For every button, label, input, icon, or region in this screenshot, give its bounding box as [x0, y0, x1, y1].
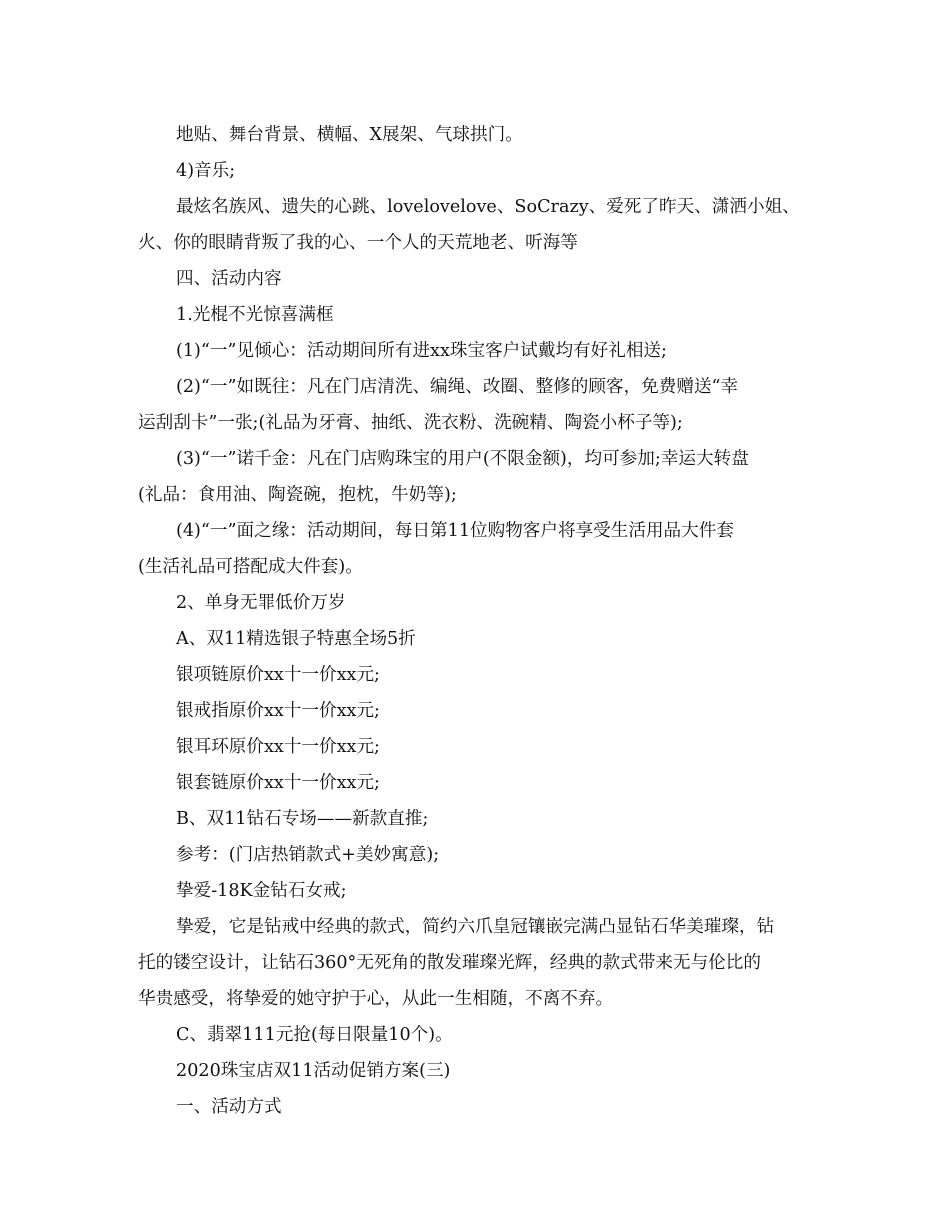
text-line: (礼品：食用油、陶瓷碗，抱枕，牛奶等); [138, 485, 457, 505]
text-line: 银套链原价xx十一价xx元; [176, 773, 380, 793]
section-heading: 四、活动内容 [176, 269, 282, 289]
text-line: 火、你的眼睛背叛了我的心、一个人的天荒地老、听海等 [138, 233, 578, 253]
text-line: 运刮刮卡”一张;(礼品为牙膏、抽纸、洗衣粉、洗碗精、陶瓷小杯子等); [138, 413, 683, 433]
text-line: 华贵感受，将挚爱的她守护于心，从此一生相随，不离不弃。 [138, 989, 614, 1009]
text-line: (3)“一”诺千金：凡在门店购珠宝的用户(不限金额)，均可参加;幸运大转盘 [176, 449, 749, 469]
text-line: (1)“一”见倾心：活动期间所有进xx珠宝客户试戴均有好礼相送; [176, 341, 667, 361]
text-line: 参考：(门店热销款式+美妙寓意); [176, 845, 440, 865]
subsection-heading: 2、单身无罪低价万岁 [176, 593, 346, 613]
text-line: 4)音乐; [176, 161, 236, 181]
text-line: 托的镂空设计，让钻石360°无死角的散发璀璨光辉，经典的款式带来无与伦比的 [138, 953, 761, 973]
text-line: 银戒指原价xx十一价xx元; [176, 701, 380, 721]
document-body [138, 117, 822, 1125]
text-line: 银耳环原价xx十一价xx元; [176, 737, 380, 757]
text-line: B、双11钻石专场——新款直推; [176, 809, 429, 829]
text-line: (4)“一”面之缘：活动期间，每日第11位购物客户将享受生活用品大件套 [176, 521, 734, 541]
text-line: 挚爱，它是钻戒中经典的款式，简约六爪皇冠镶嵌完满凸显钻石华美璀璨，钻 [176, 917, 775, 937]
section-heading: 一、活动方式 [176, 1097, 282, 1117]
text-line: 挚爱-18K金钻石女戒; [176, 881, 347, 901]
text-line: C、翡翠111元抢(每日限量10个)。 [176, 1025, 453, 1045]
subsection-heading: 1.光棍不光惊喜满框 [176, 305, 334, 325]
text-line: A、双11精选银子特惠全场5折 [176, 629, 416, 649]
text-line: 地贴、舞台背景、横幅、X展架、气球拱门。 [176, 125, 523, 145]
text-line: (2)“一”如既往：凡在门店清洗、编绳、改圈、整修的顾客，免费赠送“幸 [176, 377, 739, 397]
text-line: 最炫名族风、遗失的心跳、lovelovelove、SoCrazy、爱死了昨天、潇洒小姐、 [176, 197, 800, 217]
text-line: 银项链原价xx十一价xx元; [176, 665, 380, 685]
text-line: (生活礼品可搭配成大件套)。 [138, 557, 363, 577]
section-heading: 2020珠宝店双11活动促销方案(三) [176, 1061, 451, 1081]
